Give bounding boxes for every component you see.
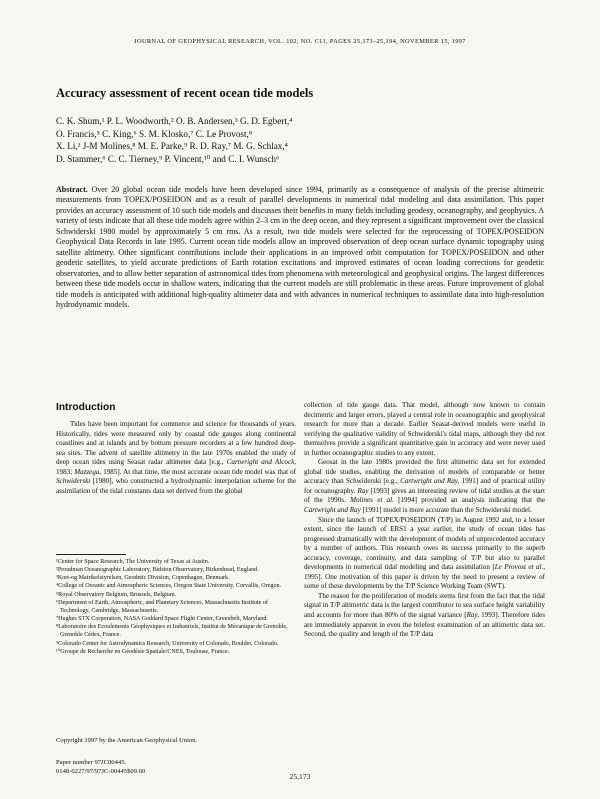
text-run: [1993] gives an interesting review of tidal studies at the start of the 1990s. bbox=[304, 486, 545, 505]
footnote: ⁶Department of Earth, Atmospheric, and Planetary Sciences, Massachusetts Institute of Technology, Cambridge, Massachusetts. bbox=[56, 599, 268, 614]
text-run: 1983; bbox=[56, 467, 75, 476]
author-line: C. K. Shum,¹ P. L. Woodworth,² O. B. Andersen,³ G. D. Egbert,⁴ bbox=[56, 116, 293, 126]
text-run: 1985]. At that time, the most accurate ocean tide model was that of bbox=[101, 467, 297, 476]
intro-paragraph-4 bbox=[304, 592, 545, 640]
text-run: 1993]. Therefore tides are immediately apparent in even the briefest examination of an altimetric data set. Second, the quality and length of the T/P data bbox=[304, 611, 545, 639]
text-run: [1991] model is more accurate than the Schwiderski model. bbox=[360, 506, 532, 515]
text-run: [1980], who constructed a hydrodynamic interpolation scheme for the assimilation of the tidal constants data set derived from the global bbox=[56, 477, 296, 495]
left-column bbox=[56, 420, 296, 496]
paper-number: Paper number 97JC00445. bbox=[56, 759, 127, 766]
text-run: [1994] provided an analysis indicating that the bbox=[393, 496, 546, 505]
issn-code: 0148-0227/97/97JC-00445$09.00 bbox=[56, 767, 146, 775]
text-run: 1991] and of practical utility for oceanography. bbox=[304, 477, 545, 495]
abstract-text: Over 20 global ocean tide models have been developed since 1994, primarily as a consequence of analysis of the precise altimetric measurements from TOPEX/POSEIDON and as a result of parallel developments in numerical tidal modeling and data assimilation. This paper provides an accuracy assessment of 10 such tide models and discusses their benefits in many fields including geodesy, oceanography, and geophysics. A variety of tests indicate that all these tide models agree within 2–3 cm in the deep ocean, and they represent a significant improvement over the classical Schwiderski 1980 model by approximately 5 cm rms. As a result, two tide models were selected for the reprocessing of TOPEX/POSEIDON Geophysical Data Records in late 1995. Current ocean tide models allow an improved observation of deep ocean surface dynamic topography using satellite altimetry. Other significant contributions include their applications in an improved orbit computation for TOPEX/POSEIDON and other geodetic satellites, to yield accurate predictions of Earth rotation excitations and improved estimates of ocean loading corrections for geodetic observatories, and to allow better separation of astronomical tides from phenomena with meteorological and geophysical origins. The largest differences between these tide models occur in shallow waters, indicating that the current models are still problematic in these areas. Future improvement of global tide models is anticipated with additional high-quality altimeter data and with advances in numerical techniques to assimilate data into high-resolution hydrodynamic models. bbox=[56, 185, 545, 309]
citation: Schwiderski bbox=[56, 477, 91, 486]
intro-paragraph-2 bbox=[304, 458, 545, 515]
author-line: X. Li,¹ J-M Molines,⁸ M. E. Parke,⁹ R. D. Ray,⁷ M. G. Schlax,⁴ bbox=[56, 141, 288, 152]
citation: Ray bbox=[357, 486, 369, 495]
text-run: The reason for the proliferation of models stems first from the fact that the tidal signal in T/P altimetric data is the largest contributor to sea surface height variability and accounts for more than 80% of the signal variance [ bbox=[304, 591, 545, 620]
footnote: ⁴College of Oceanic and Atmospheric Sciences, Oregon State University, Corvallis, Oregon. bbox=[56, 583, 282, 590]
footnote-rule bbox=[56, 554, 126, 555]
author-list bbox=[56, 115, 496, 165]
footnote: ³Kort-og Matrikelstyrelsen, Geodetic Division, Copenhagen, Denmark. bbox=[56, 575, 230, 582]
text-run: Tides have been important for commerce and science for thousands of years. Historically, tides were measured only by coastal tide gauges along continental coastlines and at islands and by bottom pressure recorders at a few hundred deep-sea sites. The advent of satellite altimetry in the late 1970s enabled the study of deep ocean tides using Seasat radar altimeter data [e.g., bbox=[56, 420, 296, 467]
footnote: ¹⁰Groupe de Recherche en Géodésie Spatiale/CNES, Toulouse, France. bbox=[56, 648, 230, 655]
running-header: JOURNAL OF GEOPHYSICAL RESEARCH, VOL. 102, NO. C11, PAGES 25,173–25,194, NOVEMBER 15, 1997 bbox=[134, 38, 466, 45]
footnote: ⁸Laboratoire des Ecoulements Géophysiques et Industriels, Institut de Mécanique de Grenoble, Grenoble Cédex, France. bbox=[56, 624, 288, 639]
citation: Cartwright and Alcock, bbox=[226, 458, 296, 467]
intro-paragraph-3 bbox=[304, 516, 545, 592]
footnote: ²Proudman Oceanographic Laboratory, Bidston Observatory, Birkenhead, England. bbox=[56, 567, 259, 574]
citation: Cartwright and Ray, bbox=[400, 477, 460, 486]
author-line: D. Stammer,⁶ C. C. Tierney,⁹ P. Vincent,¹⁰ and C. I. Wunsch⁶ bbox=[56, 153, 280, 164]
intro-paragraph-continued: collection of tide gauge data. That model, although now known to contain decimetric and larger errors, played a central role in oceanographic and geophysical research for more than a decade. Earlier Seasat-derived models were useful in verifying the qualitative validity of Schwiderski's tidal maps, although they did not themselves provide a significant quantitative gain in accuracy and were never used in further oceanographic studies to any extent. bbox=[304, 401, 545, 457]
footnote: ⁵Royal Observatory Belgium, Brussels, Belgium. bbox=[56, 591, 177, 598]
intro-paragraph-1 bbox=[56, 420, 296, 496]
author-line: O. Francis,⁵ C. King,⁶ S. M. Klosko,⁷ C. Le Provost,⁸ bbox=[56, 128, 253, 139]
section-heading-introduction: Introduction bbox=[56, 402, 116, 413]
footnote: ¹Center for Space Research, The University of Texas at Austin. bbox=[56, 559, 210, 565]
footnote: ⁷Hughes STX Corporation, NASA Goddard Space Flight Center, Greenbelt, Maryland. bbox=[56, 616, 268, 623]
footnote: ⁹Colorado Center for Astrodynamics Research, University of Colorado, Boulder, Colorado. bbox=[56, 640, 279, 647]
affiliation-footnotes bbox=[56, 558, 296, 656]
text-run: Geosat in the late 1980s provided the first altimetric data set for extended global tide studies, enabling the derivation of models of comparable or better accuracy than Schwiderski [e.g., bbox=[304, 458, 545, 486]
right-column bbox=[304, 401, 545, 640]
citation: Ray, bbox=[466, 611, 479, 620]
citation: Molines et al. bbox=[350, 496, 394, 505]
copyright-notice: Copyright 1997 by the American Geophysical Union. bbox=[56, 737, 198, 744]
citation: Cartwright and Ray bbox=[304, 506, 361, 515]
page-number: 25,173 bbox=[289, 772, 311, 781]
article-title: Accuracy assessment of recent ocean tide models bbox=[56, 86, 314, 100]
citation: Le Provost et al., bbox=[494, 563, 546, 572]
text-run: Since the launch of TOPEX/POSEIDON (T/P) in August 1992 and, to a lesser extent, since the launch of ERS1 a year earlier, the study of ocean tides has progressed dramatically with the development of models of unprecedented accuracy by a number of authors. This research owes its success primarily to the superb accuracy, coverage, continuity, and data sampling of T/P but also to parallel developments in numerical tidal modeling and data assimilation [ bbox=[304, 515, 545, 572]
citation: Mazzega, bbox=[74, 467, 102, 476]
abstract-label: Abstract. bbox=[56, 185, 88, 194]
text-run: 1995]. One motivation of this paper is driven by the need to present a review of some of these developments by the T/P Science Working Team (SWT). bbox=[304, 572, 545, 591]
abstract bbox=[56, 185, 544, 310]
